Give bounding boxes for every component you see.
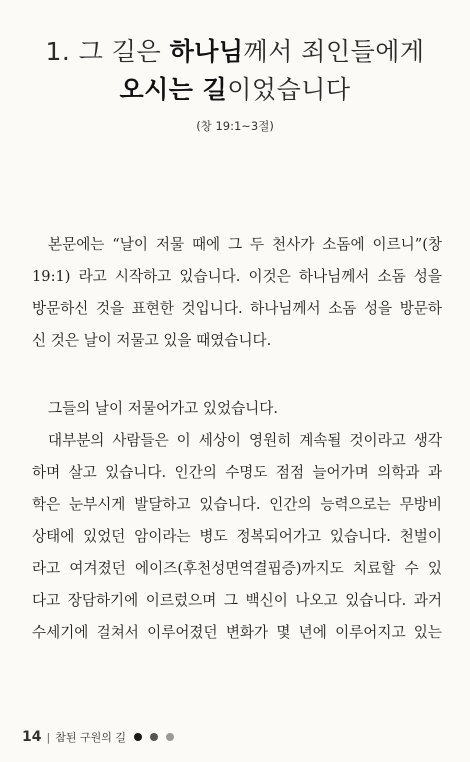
- title-bold-phrase: 오시는 길: [119, 75, 228, 104]
- title-suffix-2: 이었습니다: [227, 75, 351, 104]
- text-line: 수세기에 걸쳐서 이루어졌던 변화가 몇 년에 이루어지고 있는: [32, 624, 442, 641]
- title-prefix: 1. 그 길은: [45, 37, 170, 66]
- text-line: 본문에는 “날이 저물 때에 그 두 천사가 소돔에 이르니”(창: [48, 236, 442, 253]
- text-line: 다고 장담하기에 이르렀으며 그 백신이 나오고 있습니다. 과거: [32, 592, 442, 609]
- text-line: 대부분의 사람들은 이 세상이 영원히 계속될 것이라고 생각: [48, 432, 442, 449]
- footer-separator: |: [46, 730, 51, 744]
- chapter-title-line2: [0, 70, 470, 106]
- text-line: 라고 여겨졌던 에이즈(후천성면역결핍증)까지도 치료할 수 있: [32, 560, 442, 577]
- paragraph-2: [32, 393, 442, 649]
- page-number: 14: [22, 729, 42, 745]
- text-line: 19:1) 라고 시작하고 있습니다. 이것은 하나님께서 소돔 성을: [32, 268, 442, 285]
- running-book-title: 참된 구원의 길: [55, 731, 126, 744]
- title-suffix: 께서 죄인들에게: [243, 37, 425, 66]
- text-line: 그들의 날이 저물어가고 있었습니다.: [48, 400, 279, 417]
- text-line: 방문하신 것을 표현한 것입니다. 하나님께서 소돔 성을 방문하: [32, 300, 442, 317]
- text-line: 상태에 있었던 암이라는 병도 정복되어가고 있습니다. 천벌이: [32, 528, 442, 545]
- scripture-reference: (창 19:1~3절): [196, 119, 274, 133]
- text-line: 신 것은 날이 저물고 있을 때였습니다.: [32, 332, 272, 349]
- chapter-title-line1: [0, 32, 470, 68]
- title-bold-word: 하나님: [169, 37, 244, 66]
- text-line: 학은 눈부시게 발달하고 있습니다. 인간의 능력으로는 무방비: [32, 496, 442, 513]
- page-footer: [22, 728, 182, 746]
- text-line: 하며 살고 있습니다. 인간의 수명도 점점 늘어가며 의학과 과: [32, 464, 442, 481]
- decorative-dot-2: [150, 733, 158, 741]
- paragraph-1: [32, 229, 442, 357]
- decorative-dot-1: [134, 733, 142, 741]
- decorative-dot-3: [166, 733, 174, 741]
